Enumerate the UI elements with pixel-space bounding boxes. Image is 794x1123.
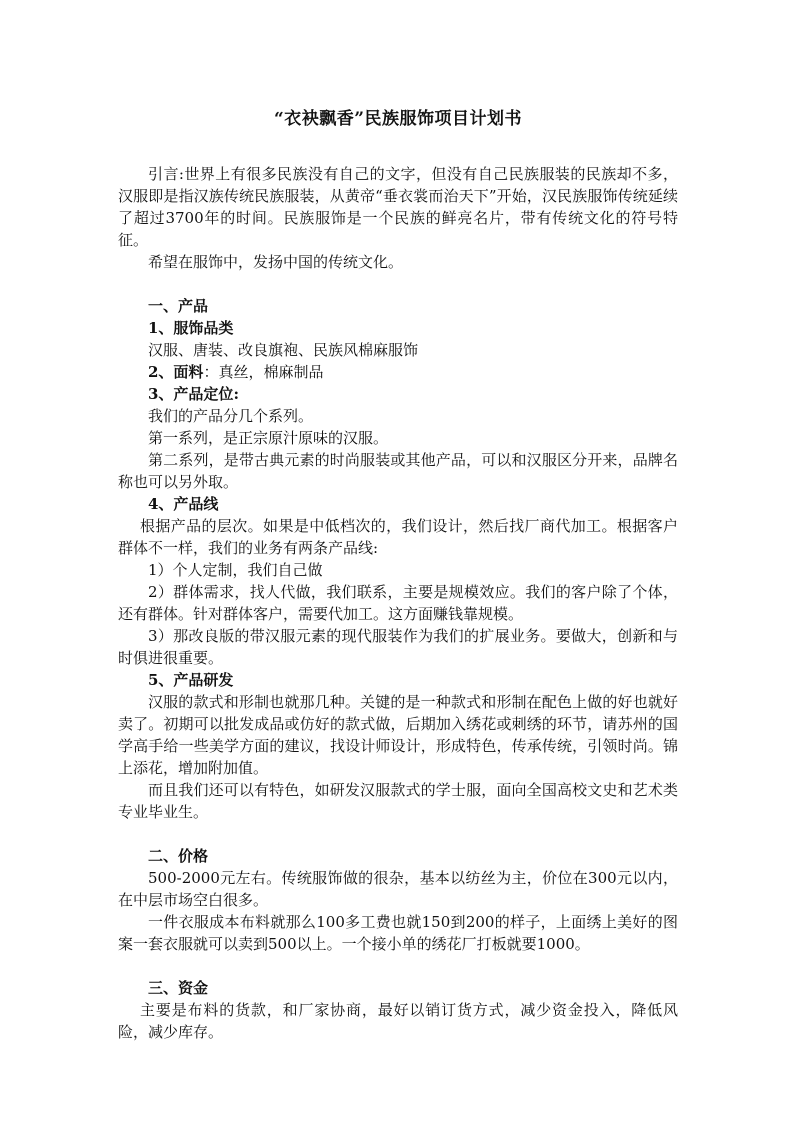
rnd-paragraph-1: 汉服的款式和形制也就那几种。关键的是一种款式和形制在配色上做的好也就好卖了。初期可以批发成品或仿好的款式做，后期加入绣花或刺绣的环节，请苏州的国学高手给一些美学方面的建议，找设计师设计，形成特色，传承传统，引领时尚。锦上添花，增加附加值。: [118, 693, 678, 777]
subheading-rnd: 5、产品研发: [148, 671, 234, 689]
rnd-paragraph-2: 而且我们还可以有特色，如研发汉服款式的学士服，面向全国高校文史和艺术类专业毕业生。: [118, 781, 678, 821]
document-body: [118, 104, 678, 1043]
positioning-paragraph-2: 第一系列，是正宗原汁原味的汉服。: [148, 429, 389, 447]
section-heading-product: 一、产品: [148, 297, 209, 315]
product-line-item-2: 2）群体需求，找人代做，我们联系，主要是规模效应。我们的客户除了个体，还有群体。针对群体客户，需要代加工。这方面赚钱靠规模。: [118, 583, 678, 623]
positioning-paragraph-1: 我们的产品分几个系列。: [148, 407, 314, 425]
document-title: “衣袂飘香”民族服饰项目计划书: [273, 109, 523, 129]
product-line-item-3: 3）那改良版的带汉服元素的现代服装作为我们的扩展业务。要做大，创新和与时俱进很重要。: [118, 627, 678, 667]
fabric-line: [118, 361, 678, 383]
subheading-positioning: 3、产品定位:: [148, 385, 239, 403]
positioning-paragraph-3: 第二系列，是带古典元素的时尚服装或其他产品，可以和汉服区分开来，品牌名称也可以另外取。: [118, 451, 678, 491]
subheading-categories: 1、服饰品类: [148, 319, 234, 337]
funds-paragraph: 主要是布料的货款，和厂家协商，最好以销订货方式，减少资金投入，降低风险，减少库存。: [118, 1001, 678, 1041]
product-line-item-1: 1）个人定制，我们自己做: [148, 561, 323, 579]
fabric-label: 2、面料: [148, 363, 204, 381]
hope-paragraph: 希望在服饰中，发扬中国的传统文化。: [148, 253, 404, 271]
categories-text: 汉服、唐装、改良旗袍、民族风棉麻服饰: [148, 341, 419, 359]
price-paragraph-1: 500-2000元左右。传统服饰做的很杂，基本以纺丝为主，价位在300元以内，在中层市场空白很多。: [118, 869, 678, 909]
intro-paragraph: 引言:世界上有很多民族没有自己的文字，但没有自己民族服装的民族却不多，汉服即是指汉族传统民族服装，从黄帝“垂衣裳而治天下”开始，汉民族服饰传统延续了超过3700年的时间。民族服饰是一个民族的鲜亮名片，带有传统文化的符号特征。: [118, 165, 678, 249]
section-heading-price: 二、价格: [148, 847, 209, 865]
fabric-text: ：真丝，棉麻制品: [203, 363, 324, 381]
price-paragraph-2: 一件衣服成本布料就那么100多工费也就150到200的样子，上面绣上美好的图案一套衣服就可以卖到500以上。一个接小单的绣花厂打板就要1000。: [118, 913, 678, 953]
section-heading-funds: 三、资金: [148, 979, 209, 997]
subheading-product-line: 4、产品线: [148, 495, 219, 513]
product-line-paragraph: 根据产品的层次。如果是中低档次的，我们设计，然后找厂商代加工。根据客户群体不一样，我们的业务有两条产品线:: [118, 517, 678, 557]
